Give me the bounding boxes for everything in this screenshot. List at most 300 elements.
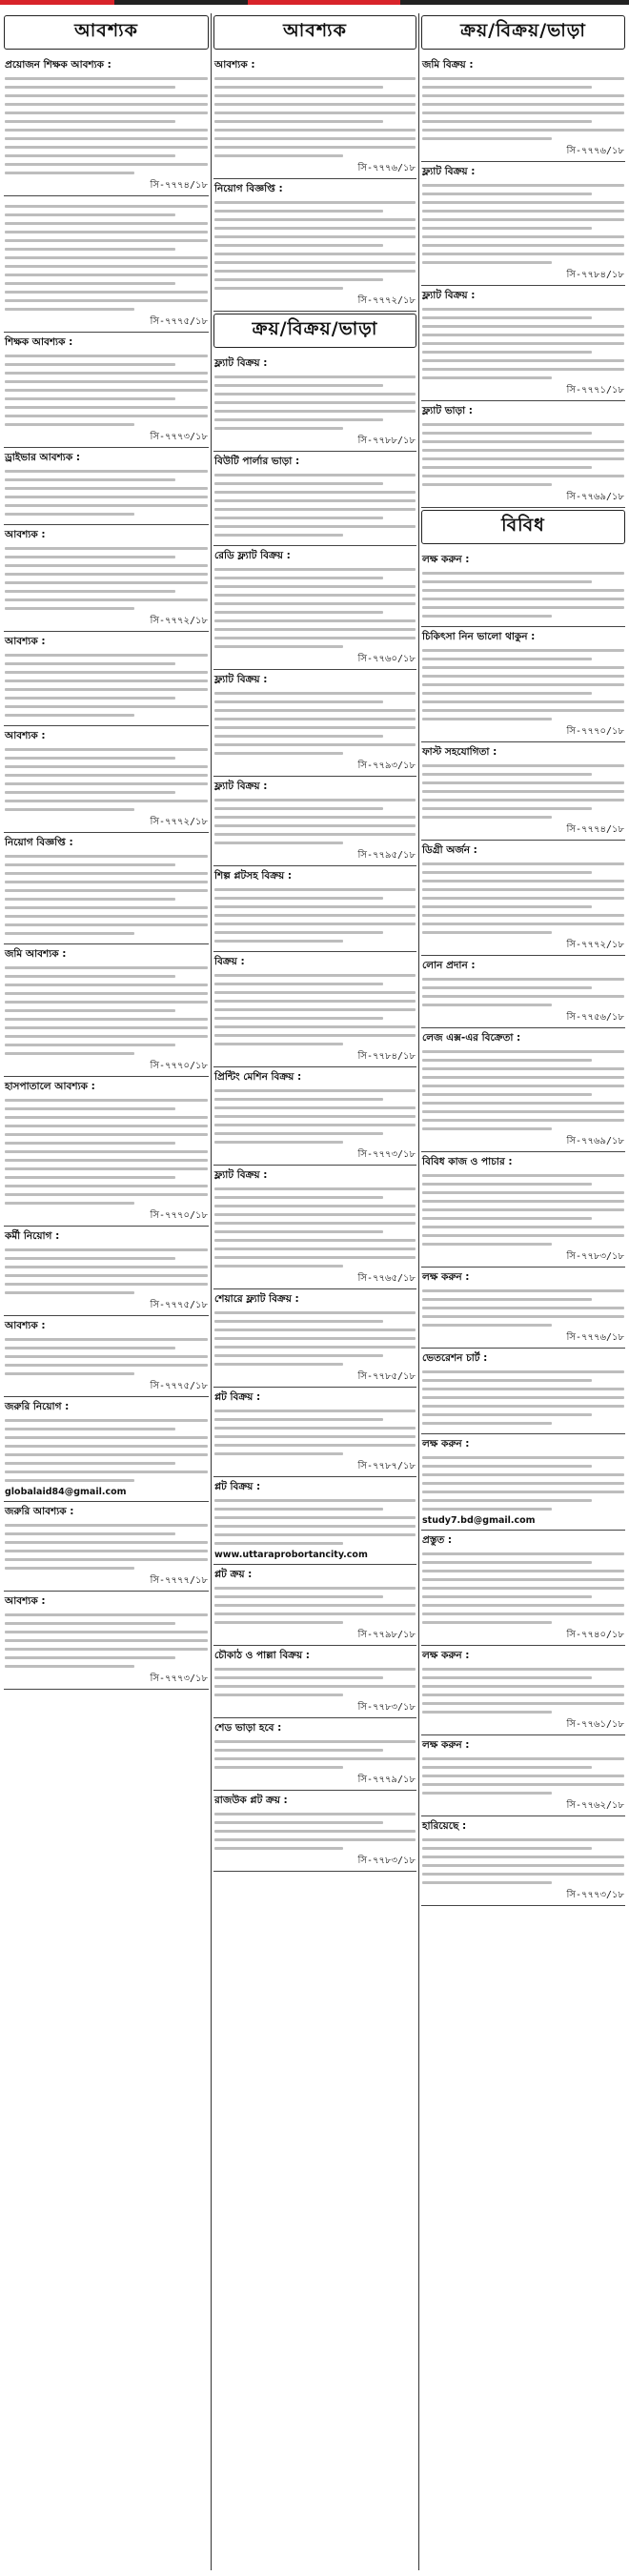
ad-body-text [5,1107,175,1110]
ad-body-text [422,1191,624,1194]
ad-body-text [5,146,208,149]
ad-headline: প্রয়োজন শিক্ষক আবশ্যক : [5,59,112,71]
ad-body-text [214,897,383,900]
ad-body-text [5,94,208,97]
ad-body-text [214,1098,383,1101]
ad-body-text [5,855,208,858]
ad-body-text [214,1222,416,1225]
classified-ad [421,1028,625,1152]
ad-body-text [214,112,416,114]
ad-body-text [5,932,134,935]
ad-body-text [5,291,208,294]
ad-body-text [5,112,208,114]
ad-headline: শিক্ষক আবশ্যক : [5,336,73,348]
ad-body-text [214,1230,383,1233]
ad-body-text [5,1445,208,1448]
ad-body-text [214,393,416,396]
ad-body-text [214,1196,383,1199]
classified-ad [421,841,625,956]
ad-reference-code: সি-৭৭৭২/১৮ [566,940,624,950]
ad-body-text [422,683,624,686]
ad-body-text [214,611,383,614]
ad-body-text [214,816,416,819]
ad-body-text [422,1422,552,1425]
classified-ad [4,1227,209,1316]
ad-body-text [5,1532,175,1535]
ad-body-text [422,1234,624,1237]
column-2 [213,13,416,2570]
ad-body-text [5,1428,175,1430]
classified-ad [4,1592,209,1690]
ad-body-text [422,218,624,221]
ad-body-text [214,1587,416,1590]
ad-headline: কর্মী নিয়োগ : [5,1230,60,1242]
ad-body-text [214,1025,416,1028]
ad-headline: রেডি ফ্ল্যাট বিক্রয় : [214,550,291,561]
ad-body-text [422,1405,624,1408]
ad-body-text [214,517,383,519]
ad-body-text [214,146,416,149]
ad-body-text [5,1453,208,1456]
ad-body-text [5,274,208,276]
ad-body-text [5,129,208,132]
ad-reference-code: সি-৭৭৯৫/১৮ [357,850,416,861]
ad-reference-code: সি-৭৭৯৩/১৮ [357,761,416,771]
ad-body-text [214,1508,383,1511]
ad-body-text [5,915,208,918]
ad-body-text [5,423,134,426]
ad-body-text [422,1702,624,1705]
ad-body-text [214,77,416,80]
ad-body-text [214,1187,416,1190]
classified-ad [421,550,625,627]
ad-body-text [214,1757,416,1760]
classified-ad [4,833,209,944]
ad-headline: আবশ্যক : [214,59,255,71]
ad-headline: বিউটি পার্লার ভাড়া : [214,456,300,467]
ad-body-text [422,193,592,195]
ad-body-text [422,253,624,255]
ad-body-text [422,1119,624,1122]
ad-body-text [5,573,208,576]
ad-body-text [5,671,208,674]
ad-body-text [422,1315,624,1318]
ad-body-text [422,871,592,874]
ad-reference-code: সি-৭৭৭৩/১৮ [150,1673,208,1684]
ad-body-text [214,235,416,238]
ad-headline: নিয়োগ বিজ্ঞপ্তি : [5,837,73,848]
ad-body-text [214,1000,416,1003]
ad-body-text [214,752,343,755]
ad-reference-code: সি-৭৭৮৩/১৮ [357,1702,416,1713]
ad-body-text [214,1685,416,1688]
ad-body-text [214,1265,343,1268]
ad-body-text [422,457,624,460]
ad-body-text [422,1676,592,1679]
ad-body-text [214,1043,343,1045]
ad-body-text [214,1427,416,1430]
ad-body-text [214,637,416,639]
ad-body-text [5,1001,208,1004]
ad-body-text [422,210,624,213]
ad-headline: চৌকাঠ ও পাল্লা বিক্রয় : [214,1650,310,1661]
ad-body-text [422,1473,624,1476]
ad-body-text [422,1388,624,1390]
ad-headline: লোন প্রদান : [422,960,476,971]
ad-body-text [422,773,592,776]
ad-body-text [214,1821,383,1824]
ad-body-text [5,282,175,285]
ad-reference-code: সি-৭৭৮৫/১৮ [357,1371,416,1382]
ad-body-text [214,585,416,588]
section-header: আবশ্যক [213,15,416,50]
ad-body-text [422,1200,624,1203]
classified-ad [421,742,625,841]
ad-headline: লক্ষ করুন : [422,554,470,565]
classified-ad [421,1349,625,1434]
ad-body-text [422,781,624,784]
ad-body-text [5,487,208,490]
ad-body-text [422,1783,624,1786]
ad-headline: হাসপাতালে আবশ্যক : [5,1081,95,1092]
classified-ad [213,1067,416,1166]
ad-body-text [5,714,134,717]
ad-body-text [5,1338,208,1341]
ad-body-text [214,129,416,132]
ad-body-text [214,700,383,703]
classified-ad [213,866,416,952]
ad-body-text [422,862,624,865]
ad-body-text [5,137,208,140]
ad-body-text [5,581,208,584]
ad-body-text [5,975,175,978]
ad-body-text [214,1141,343,1144]
classified-ad [213,1791,416,1872]
ad-body-text [5,863,175,866]
ad-body-text [5,1479,134,1482]
ad-body-text [422,589,624,592]
ad-body-text [214,1621,343,1624]
ad-body-text [5,86,175,89]
ad-body-text [5,1142,175,1145]
ad-body-text [422,1093,592,1096]
ad-body-text [214,482,383,485]
ad-body-text [214,103,416,106]
ad-body-text [5,1035,208,1038]
ad-body-text [5,355,208,357]
ad-reference-code: সি-৭৭৭৬/১৮ [566,146,624,156]
ad-body-text [5,598,208,601]
ad-link[interactable]: study7.bd@gmail.com [422,1515,536,1526]
ad-body-text [214,1363,343,1366]
ad-body-text [422,995,624,998]
ad-reference-code: সি-৭৭৬৫/১৮ [357,1273,416,1284]
ad-body-text [214,154,343,157]
ad-body-text [5,1567,134,1570]
ad-body-text [214,218,416,221]
ad-body-text [422,359,624,362]
ad-body-text [422,658,592,660]
ad-body-text [422,1226,624,1228]
ad-body-text [214,1452,343,1455]
ad-body-text [214,1017,383,1020]
ad-body-text [214,594,416,597]
ad-body-text [5,1044,175,1046]
ad-body-text [422,1552,624,1555]
ad-body-text [5,299,208,302]
ad-body-text [5,363,175,366]
ad-body-text [214,799,416,801]
ad-body-text [214,1346,416,1349]
classified-ad [421,956,625,1028]
ad-headline: লেজ এক্স-এর বিক্রেতা : [422,1032,521,1044]
ad-body-text [5,397,175,400]
classified-ad [213,55,416,179]
classified-ad [213,670,416,777]
ad-body-text [422,86,592,89]
ad-body-text [422,1413,592,1416]
ad-body-text [5,607,134,610]
ad-reference-code: সি-৭৭৭৩/১৮ [357,1149,416,1160]
classified-ad [213,1166,416,1289]
ad-body-text [5,380,208,383]
ad-body-text [5,984,208,986]
ad-body-text [214,244,383,247]
ad-body-text [5,1436,208,1439]
ad-headline: ফ্ল্যাট বিক্রয় : [422,166,476,177]
classified-ad [421,55,625,162]
ad-body-text [214,1830,416,1833]
ad-body-text [214,401,416,404]
ad-headline: হারিয়েছে : [422,1820,467,1832]
classified-ad [213,1388,416,1477]
ad-body-text [214,743,416,746]
column-3 [421,13,625,2570]
ad-body-text [5,872,208,875]
ad-body-text [5,1266,208,1268]
ad-headline: জমি বিক্রয় : [422,59,474,71]
ad-headline: ফ্ল্যাট ভাড়া : [422,405,473,416]
ad-body-text [422,1775,624,1777]
ad-body-text [422,675,624,678]
classified-ad [213,1289,416,1388]
ad-body-text [214,692,416,695]
ad-body-text [422,1604,624,1607]
ad-body-text [214,410,416,413]
ad-body-text [422,432,592,435]
ad-body-text [214,842,343,844]
ad-headline: আবশ্যক : [5,529,46,540]
ad-body-text [422,914,624,917]
ad-headline: জরুরি নিয়োগ : [5,1401,70,1412]
ad-body-text [422,1183,592,1186]
ad-reference-code: সি-৭৭৭০/১৮ [150,1210,208,1221]
ad-body-text [214,1337,416,1340]
ad-body-text [5,1541,208,1544]
ad-body-text [214,709,416,712]
ad-body-text [5,1150,208,1153]
ad-body-text [5,688,208,691]
ad-body-text [422,598,624,600]
ad-body-text [422,120,592,123]
ad-body-text [5,1291,134,1294]
ad-body-text [214,628,416,631]
ad-body-text [422,1456,624,1459]
ad-body-text [5,231,208,233]
ad-reference-code: সি-৭৭৭৯/১৮ [357,1775,416,1785]
ad-body-text [214,1499,416,1502]
ad-body-text [5,513,134,516]
ad-body-text [214,1749,383,1752]
ad-body-text [5,1613,208,1616]
classified-ad [4,726,209,833]
classified-ad [4,1316,209,1397]
ad-headline: ফ্ল্যাট বিক্রয় : [214,357,268,369]
ad-body-text [5,564,208,567]
ad-body-text [422,1792,552,1795]
section-header: আবশ্যক [4,15,209,50]
ad-body-text [422,184,624,187]
classified-ad [4,333,209,448]
ad-body-text [5,504,208,507]
classified-ad [4,944,209,1077]
ad-headline: ফ্ল্যাট বিক্রয় : [422,290,476,301]
ad-body-text [214,375,416,378]
ad-body-text [5,966,208,969]
classified-ad [213,1477,416,1565]
ad-headline: ফ্ল্যাট বিক্রয় : [214,1169,268,1181]
classified-ad [421,1735,625,1816]
ad-body-text [422,1499,592,1502]
ad-body-text [422,1067,624,1070]
ad-body-text [5,478,175,481]
ad-body-text [214,983,383,985]
ad-body-text [422,1838,624,1841]
ad-body-text [422,325,624,328]
ad-body-text [422,1102,624,1105]
ad-body-text [422,1004,552,1006]
ad-body-text [214,931,383,934]
ad-reference-code: সি-৭৭৪০/১৮ [566,1630,624,1640]
ad-body-text [214,287,343,290]
ad-body-text [214,1124,416,1126]
ad-reference-code: সি-৭৭৫৬/১৮ [566,1012,624,1023]
ad-reference-code: সি-৭৭৭৩/১৮ [566,1890,624,1900]
ad-body-text [422,201,624,204]
ad-headline: জমি আবশ্যক : [5,948,67,960]
ad-body-text [422,351,592,354]
classified-ad [421,1152,625,1268]
ad-body-text [214,120,383,123]
ad-body-text [5,496,208,498]
ad-body-text [5,881,208,883]
ad-body-text [5,898,175,901]
ad-body-text [5,256,208,259]
ad-body-text [214,1418,383,1421]
ad-body-text [422,94,624,97]
ad-body-text [214,474,416,477]
ad-link[interactable]: globalaid84@gmail.com [5,1487,127,1497]
ad-body-text [214,807,383,810]
ad-body-text [422,1127,552,1130]
ad-body-text [5,1116,208,1119]
ad-body-text [214,278,383,281]
ad-body-text [422,1174,624,1177]
ad-body-text [214,1410,416,1412]
column-rule [418,13,419,2570]
ad-body-text [214,253,416,255]
column-1 [4,13,209,2570]
ad-body-text [5,1167,208,1170]
ad-body-text [214,645,343,648]
ad-body-text [5,1283,208,1286]
ad-body-text [422,1881,552,1884]
ad-body-text [422,931,552,934]
classified-ad [4,55,209,196]
ad-body-text [5,120,175,123]
ad-body-text [5,1622,175,1625]
ad-body-text [5,662,175,665]
ad-headline: লক্ষ করুন : [422,1271,470,1283]
ad-body-text [214,1320,383,1323]
ad-body-text [5,308,134,311]
ad-body-text [422,1570,624,1572]
ad-link[interactable]: www.uttaraprobortancity.com [214,1550,368,1560]
ad-headline: ভেতরেশন চার্ট : [422,1352,488,1364]
ad-reference-code: সি-৭৭৮৪/১৮ [357,1051,416,1062]
ad-body-text [214,1838,416,1841]
ad-body-text [422,227,592,230]
ad-body-text [5,782,208,785]
ad-body-text [5,1099,208,1102]
ad-body-text [214,974,416,977]
ad-body-text [214,1311,416,1314]
ad-body-text [214,1213,416,1216]
ad-body-text [214,525,416,528]
ad-body-text [422,790,624,793]
classified-ad [213,179,416,312]
ad-headline: রাজউক প্লট ক্রয় : [214,1795,288,1806]
classified-ad [421,162,625,286]
ad-body-text [422,440,624,443]
ad-body-text [422,905,592,908]
ad-body-text [214,227,416,230]
ad-body-text [214,1766,343,1769]
classified-ad [421,1816,625,1906]
ad-body-text [5,1524,208,1527]
ad-reference-code: সি-৭৭৭৩/১৮ [150,432,208,442]
ad-headline: বিবিধ কাজ ও পাচার : [422,1156,513,1167]
ad-body-text [5,906,208,909]
ad-body-text [5,556,175,558]
ad-body-text [422,103,624,106]
ad-reference-code: সি-৭৭৭২/১৮ [150,616,208,626]
column-rule [211,13,212,2570]
ad-headline: আবশ্যক : [5,1320,46,1331]
ad-body-text [422,235,624,238]
ad-body-text [214,1740,416,1743]
ad-body-text [5,765,208,768]
classified-ad [4,525,209,632]
ad-headline: শেয়ারে ফ্ল্যাট বিক্রয় : [214,1293,299,1305]
ad-body-text [422,1085,624,1087]
ad-headline: নিয়োগ বিজ্ঞপ্তি : [214,183,283,194]
ad-body-text [5,923,208,926]
ad-body-text [5,800,208,802]
ad-body-text [5,697,175,700]
ad-body-text [5,679,208,682]
ad-reference-code: সি-৭৭৬৯/১৮ [566,492,624,502]
